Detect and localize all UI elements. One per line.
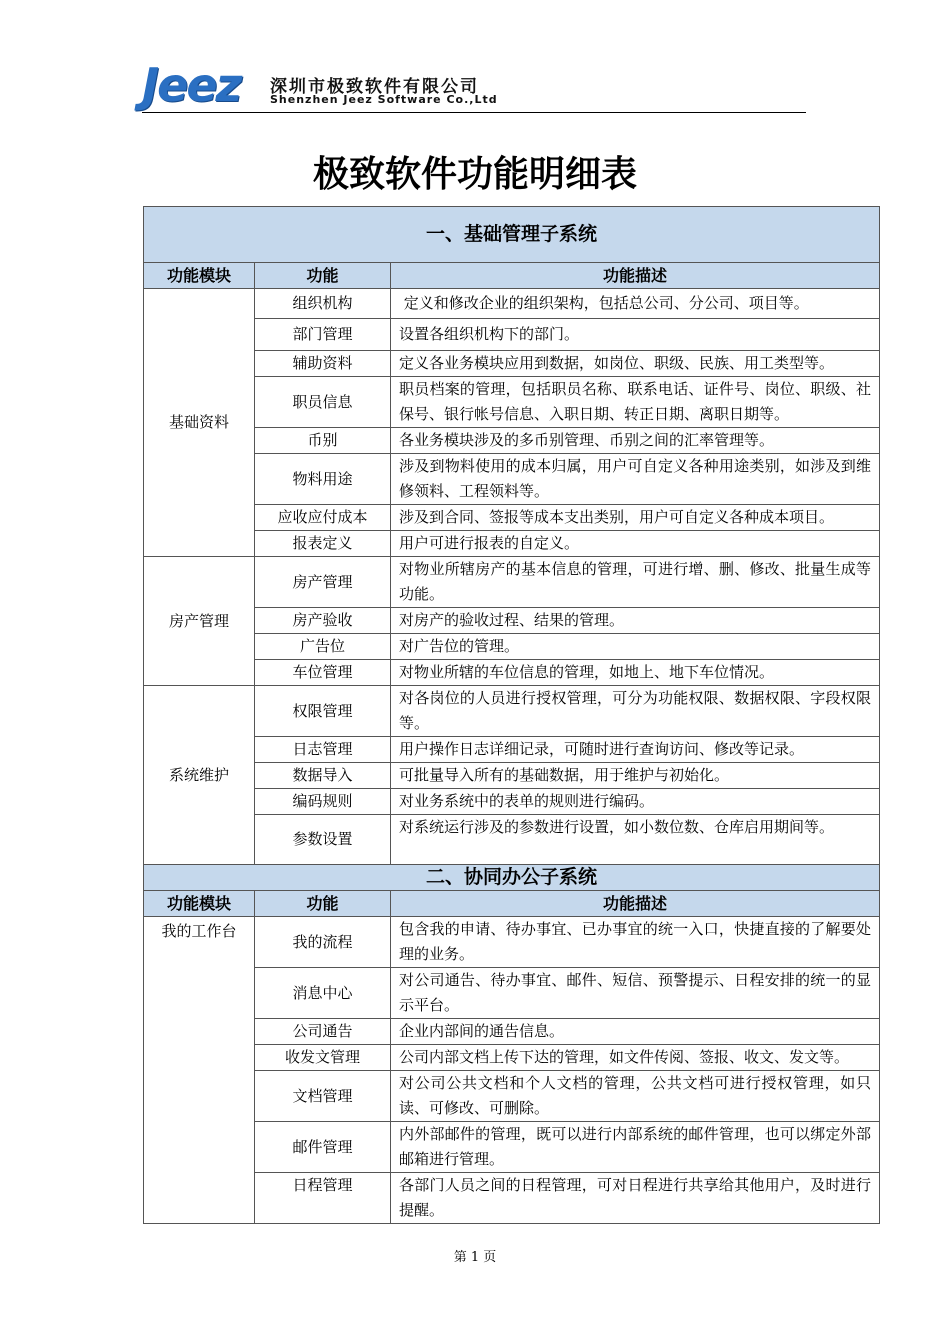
column-header-desc: 功能描述 [391, 891, 880, 917]
function-cell: 消息中心 [255, 968, 391, 1019]
function-cell: 币别 [255, 428, 391, 454]
table-row [144, 319, 880, 351]
column-header-function: 功能 [255, 891, 391, 917]
function-cell: 数据导入 [255, 763, 391, 789]
description-cell: 涉及到合同、签报等成本支出类别，用户可自定义各种成本项目。 [391, 505, 880, 531]
description-cell: 内外部邮件的管理，既可以进行内部系统的邮件管理，也可以绑定外部邮箱进行管理。 [391, 1122, 880, 1173]
table-row [144, 634, 880, 660]
function-cell: 参数设置 [255, 815, 391, 865]
table-row [144, 1019, 880, 1045]
table-row [144, 1122, 880, 1173]
function-cell: 广告位 [255, 634, 391, 660]
table-row [144, 917, 880, 968]
table-row [144, 789, 880, 815]
column-header-module: 功能模块 [144, 263, 255, 289]
table-row [144, 351, 880, 377]
description-cell: 对系统运行涉及的参数进行设置，如小数位数、仓库启用期间等。 [391, 815, 880, 865]
table-row [144, 428, 880, 454]
table-row [144, 1071, 880, 1122]
table-row [144, 1045, 880, 1071]
table-row [144, 289, 880, 319]
description-cell: 对物业所辖房产的基本信息的管理，可进行增、删、修改、批量生成等功能。 [391, 557, 880, 608]
description-cell: 定义各业务模块应用到数据，如岗位、职级、民族、用工类型等。 [391, 351, 880, 377]
function-cell: 公司通告 [255, 1019, 391, 1045]
table-row [144, 505, 880, 531]
function-cell: 组织机构 [255, 289, 391, 319]
company-name-en: Shenzhen Jeez Software Co.,Ltd [270, 93, 498, 106]
description-cell: 用户操作日志详细记录，可随时进行查询访问、修改等记录。 [391, 737, 880, 763]
function-cell: 日程管理 [255, 1173, 391, 1224]
column-header-module: 功能模块 [144, 891, 255, 917]
module-cell: 房产管理 [144, 557, 255, 686]
description-cell: 对公司通告、待办事宜、邮件、短信、预警提示、日程安排的统一的显示平台。 [391, 968, 880, 1019]
description-cell: 涉及到物料使用的成本归属，用户可自定义各种用途类别，如涉及到维修领料、工程领料等。 [391, 454, 880, 505]
module-cell: 基础资料 [144, 289, 255, 557]
description-cell: 对房产的验收过程、结果的管理。 [391, 608, 880, 634]
description-cell: 包含我的申请、待办事宜、已办事宜的统一入口，快捷直接的了解要处理的业务。 [391, 917, 880, 968]
function-cell: 编码规则 [255, 789, 391, 815]
description-cell: 对业务系统中的表单的规则进行编码。 [391, 789, 880, 815]
function-cell: 邮件管理 [255, 1122, 391, 1173]
function-cell: 车位管理 [255, 660, 391, 686]
function-cell: 物料用途 [255, 454, 391, 505]
function-cell: 权限管理 [255, 686, 391, 737]
function-cell: 房产管理 [255, 557, 391, 608]
table-row [144, 660, 880, 686]
description-cell: 设置各组织机构下的部门。 [391, 319, 880, 351]
description-cell: 用户可进行报表的自定义。 [391, 531, 880, 557]
company-name-cn: 深圳市极致软件有限公司 [270, 77, 479, 97]
table-row [144, 1173, 880, 1224]
function-cell: 部门管理 [255, 319, 391, 351]
page-number: 第 1 页 [453, 1250, 497, 1265]
description-cell: 职员档案的管理，包括职员名称、联系电话、证件号、岗位、职级、社保号、银行帐号信息、入职日期、转正日期、离职日期等。 [391, 377, 880, 428]
function-cell: 文档管理 [255, 1071, 391, 1122]
function-cell: 日志管理 [255, 737, 391, 763]
function-cell: 报表定义 [255, 531, 391, 557]
feature-table [143, 206, 880, 1224]
description-cell: 可批量导入所有的基础数据，用于维护与初始化。 [391, 763, 880, 789]
description-cell: 公司内部文档上传下达的管理，如文件传阅、签报、收文、发文等。 [391, 1045, 880, 1071]
function-cell: 职员信息 [255, 377, 391, 428]
module-cell: 系统维护 [144, 686, 255, 865]
description-cell: 定义和修改企业的组织架构，包括总公司、分公司、项目等。 [391, 289, 880, 319]
table-row [144, 686, 880, 737]
table-row [144, 531, 880, 557]
function-cell: 收发文管理 [255, 1045, 391, 1071]
function-cell: 辅助资料 [255, 351, 391, 377]
section-title: 二、协同办公子系统 [144, 865, 880, 891]
description-cell: 各部门人员之间的日程管理，可对日程进行共享给其他用户，及时进行提醒。 [391, 1173, 880, 1224]
function-cell: 房产验收 [255, 608, 391, 634]
table-row [144, 377, 880, 428]
section-title: 一、基础管理子系统 [144, 207, 880, 263]
page-header [142, 58, 806, 113]
description-cell: 对各岗位的人员进行授权管理，可分为功能权限、数据权限、字段权限等。 [391, 686, 880, 737]
description-cell: 各业务模块涉及的多币别管理、币别之间的汇率管理等。 [391, 428, 880, 454]
description-cell: 企业内部间的通告信息。 [391, 1019, 880, 1045]
description-cell: 对广告位的管理。 [391, 634, 880, 660]
module-cell: 我的工作台 [144, 917, 255, 1224]
table-row [144, 454, 880, 505]
table-row [144, 557, 880, 608]
description-cell: 对公司公共文档和个人文档的管理，公共文档可进行授权管理，如只读、可修改、可删除。 [391, 1071, 880, 1122]
column-header-function: 功能 [255, 263, 391, 289]
table-row [144, 608, 880, 634]
function-cell: 我的流程 [255, 917, 391, 968]
function-cell: 应收应付成本 [255, 505, 391, 531]
jeez-logo: Jeez [142, 58, 241, 112]
table-row [144, 763, 880, 789]
document-title: 极致软件功能明细表 [312, 154, 637, 195]
table-row [144, 815, 880, 865]
table-row [144, 737, 880, 763]
column-header-desc: 功能描述 [391, 263, 880, 289]
table-row [144, 968, 880, 1019]
description-cell: 对物业所辖的车位信息的管理，如地上、地下车位情况。 [391, 660, 880, 686]
